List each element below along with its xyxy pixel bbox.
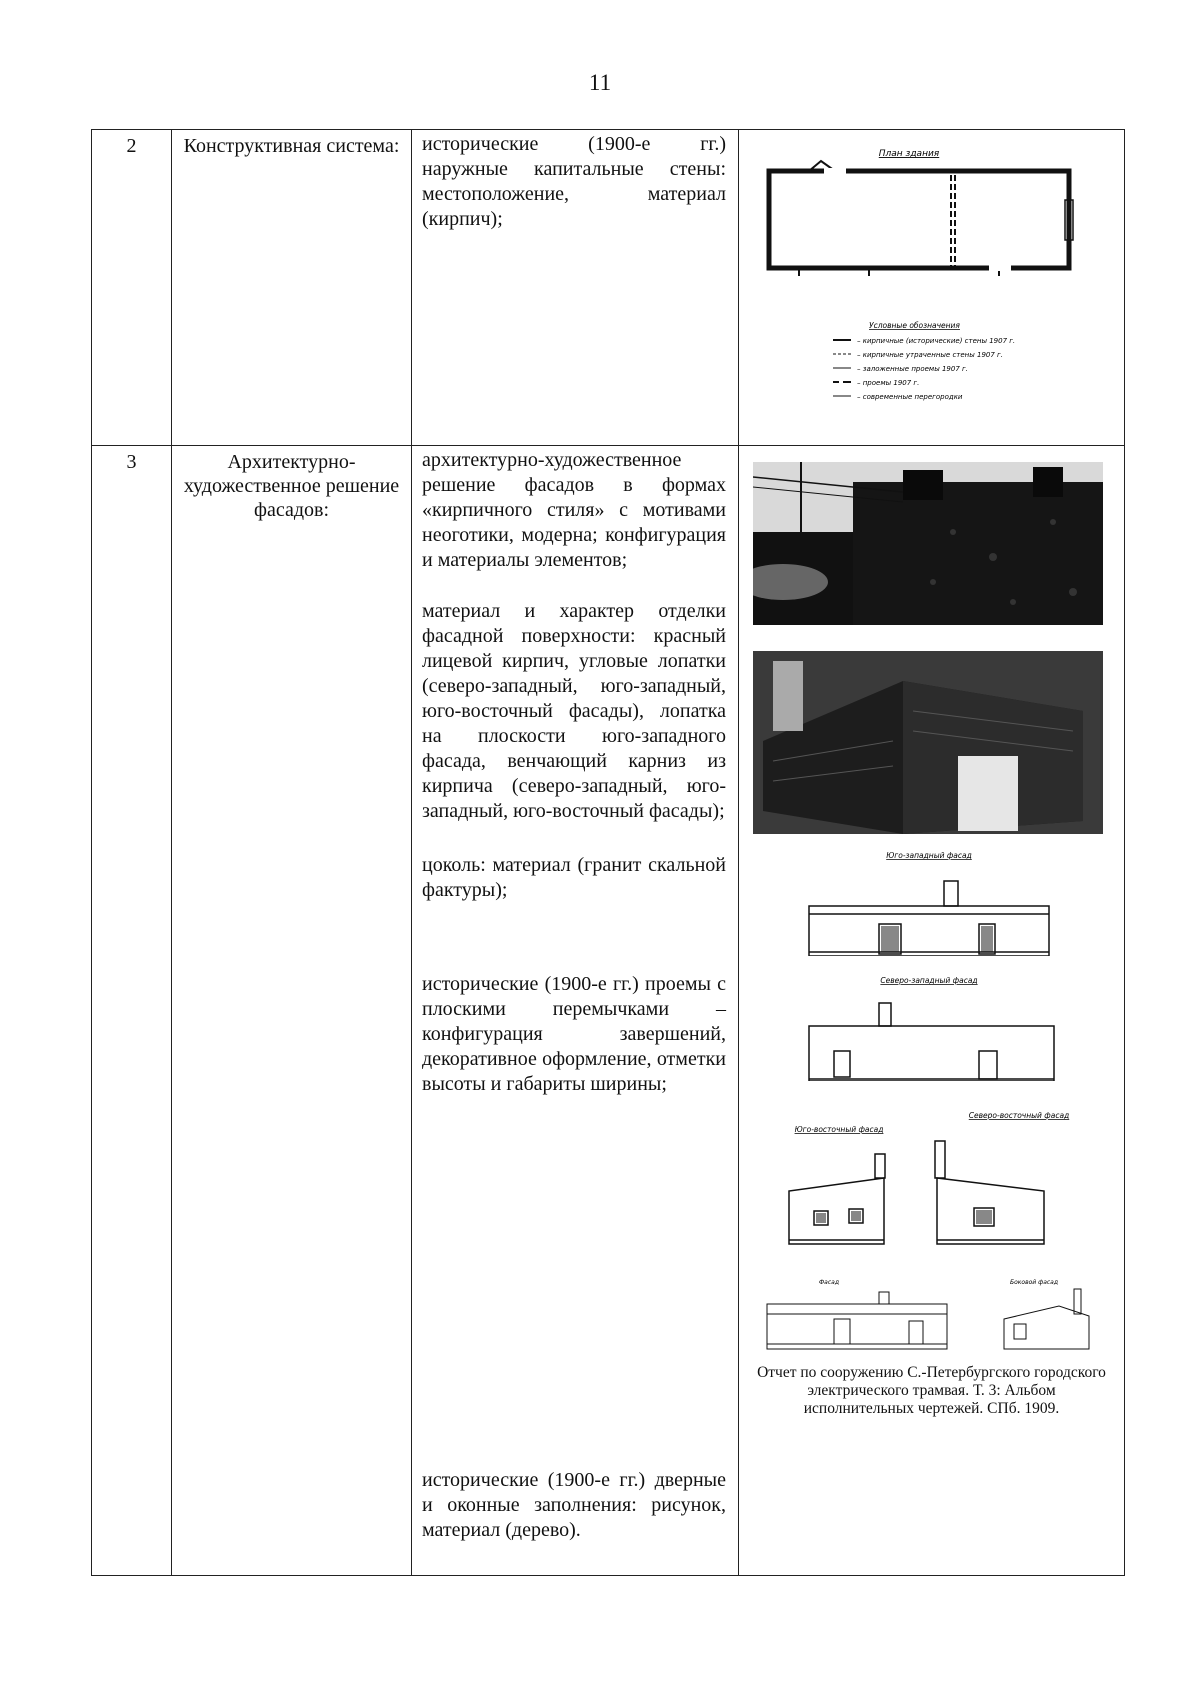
feature-name: Архитектурно-художественное решение фасадов: bbox=[172, 446, 412, 1576]
facade-title: Северо-восточный фасад bbox=[968, 1111, 1070, 1120]
monument-features-table bbox=[91, 129, 1125, 1576]
sw-facade-drawing bbox=[739, 846, 1125, 956]
row-number: 3 bbox=[92, 446, 172, 1576]
floor-plan-drawing bbox=[739, 130, 1125, 446]
page-number: 11 bbox=[588, 70, 612, 95]
row-number: 2 bbox=[92, 130, 172, 446]
description-paragraph: исторические (1900-е гг.) дверные и оконные заполнения: рисунок, материал (дерево). bbox=[422, 1469, 726, 1541]
facade-title: Юго-восточный фасад bbox=[794, 1125, 884, 1134]
legend-item: – проемы 1907 г. bbox=[857, 379, 920, 387]
legend-item: – заложенные проемы 1907 г. bbox=[857, 365, 968, 373]
feature-description bbox=[412, 446, 739, 1576]
feature-description bbox=[412, 130, 739, 446]
facade-title: Юго-западный фасад bbox=[886, 851, 972, 860]
plan-title: План здания bbox=[878, 149, 940, 159]
nw-facade-drawing bbox=[739, 971, 1125, 1081]
feature-name: Конструктивная система: bbox=[172, 130, 412, 446]
se-ne-facade-drawings bbox=[739, 1106, 1125, 1256]
archive-side-label: Боковой фасад bbox=[1009, 1279, 1059, 1286]
archive-facade-label: Фасад bbox=[819, 1279, 839, 1286]
legend-item: – кирпичные утраченные стены 1907 г. bbox=[857, 351, 1003, 359]
plan-cell bbox=[739, 130, 1125, 446]
archive-drawing bbox=[739, 1274, 1125, 1354]
building-photo bbox=[753, 651, 1103, 834]
table-row bbox=[92, 446, 1125, 1576]
legend-item: – современные перегородки bbox=[857, 393, 963, 401]
description-paragraph: исторические (1900-е гг.) проемы с плоскими перемычками – конфигурация завершений, декоративное оформление, отметки высоты и габариты ширины; bbox=[422, 973, 726, 1095]
legend-title: Условные обозначения bbox=[869, 321, 960, 330]
facade-title: Северо-западный фасад bbox=[880, 976, 978, 985]
street-photo bbox=[753, 462, 1103, 625]
figure-caption: Отчет по сооружению С.-Петербургского городского электрического трамвая. Т. 3: Альбом исполнительных чертежей. СПб. 1909. bbox=[757, 1364, 1106, 1417]
description-paragraph: исторические (1900-е гг.) наружные капитальные стены: местоположение, материал (кирпич); bbox=[422, 133, 726, 230]
description-paragraph: архитектурно-художественное решение фасадов в формах «кирпичного стиля» с мотивами неоготики, модерна; конфигурация и материалы элементов; bbox=[422, 449, 726, 571]
legend-item: – кирпичные (исторические) стены 1907 г. bbox=[857, 337, 1016, 345]
images-cell bbox=[739, 446, 1125, 1576]
table-row bbox=[92, 130, 1125, 446]
description-paragraph: цоколь: материал (гранит скальной фактуры); bbox=[422, 854, 726, 901]
description-paragraph: материал и характер отделки фасадной поверхности: красный лицевой кирпич, угловые лопатки (северо-западный, юго-западный, юго-восточный фасады), лопатка на плоскости юго-западного фасада, венчающий карниз из кирпича (северо-западный, юго-западный, юго-восточный фасады); bbox=[422, 600, 726, 822]
